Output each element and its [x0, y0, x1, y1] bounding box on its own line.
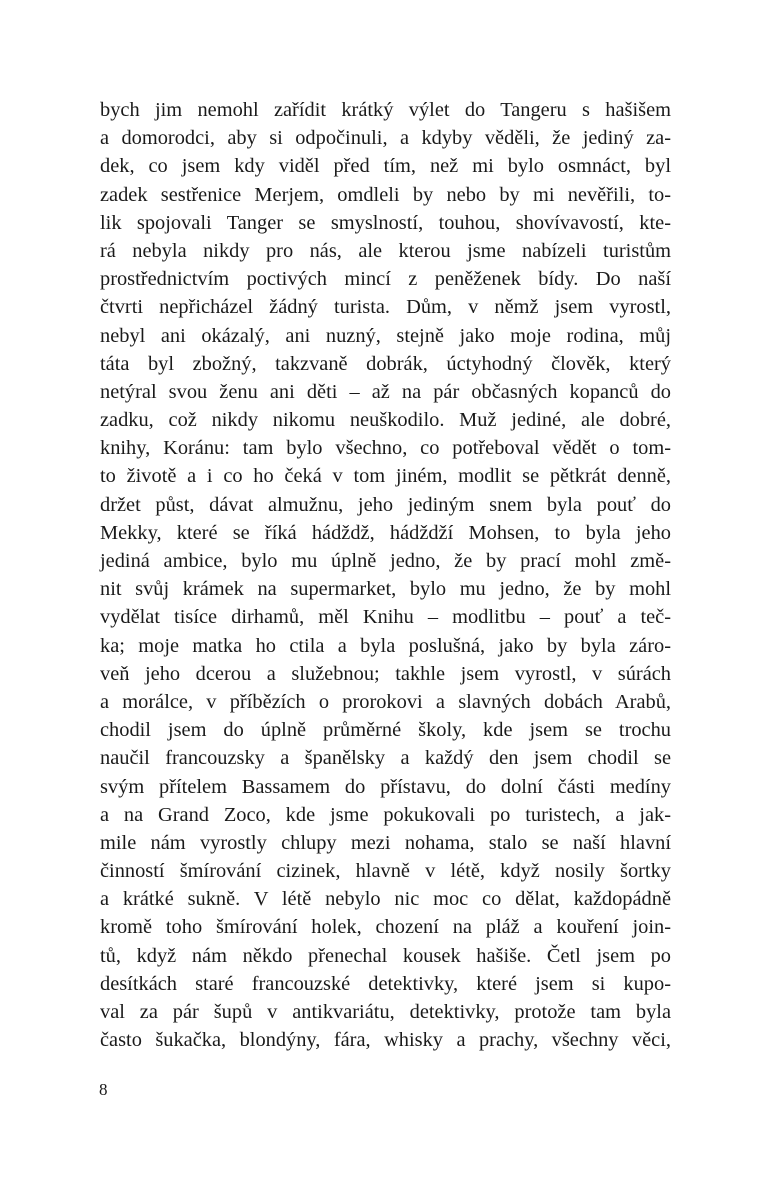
- text-line: bych jim nemohl zařídit krátký výlet do Tangeru s hašišem: [100, 99, 671, 121]
- text-line: naučil francouzsky a španělsky a každý den jsem chodil se: [100, 747, 671, 770]
- text-line: kromě toho šmírování holek, chození na pláž a kouření join-: [100, 916, 671, 939]
- text-line: to životě a i co ho čeká v tom jiném, modlit se pětkrát denně,: [100, 465, 671, 488]
- text-line: činností šmírování cizinek, hlavně v létě, když nosily šortky: [100, 860, 671, 883]
- text-line: val za pár šupů v antikvariátu, detektivky, protože tam byla: [100, 1001, 671, 1023]
- text-line: ka; moje matka ho ctila a byla poslušná, jako by byla záro-: [100, 634, 671, 657]
- text-line: a domorodci, aby si odpočinuli, a kdyby věděli, že jediný za-: [100, 127, 671, 150]
- page-number: 8: [99, 1080, 108, 1099]
- text-line: nit svůj krámek na supermarket, bylo mu jedno, že by mohl: [100, 578, 671, 601]
- text-line: a krátké sukně. V létě nebylo nic moc co dělat, každopádně: [100, 888, 671, 911]
- text-line: držet půst, dávat almužnu, jeho jediným snem byla pouť do: [100, 493, 671, 516]
- text-line: knihy, Koránu: tam bylo všechno, co potřeboval vědět o tom-: [100, 437, 671, 460]
- text-line: chodil jsem do úplně průměrné školy, kde jsem se trochu: [100, 719, 671, 742]
- text-line: svým přítelem Bassamem do přístavu, do dolní části medíny: [100, 775, 671, 798]
- text-line: veň jeho dcerou a služebnou; takhle jsem vyrostl, v súrách: [100, 662, 671, 685]
- text-line: dek, co jsem kdy viděl před tím, než mi bylo osmnáct, byl: [100, 155, 671, 178]
- text-line: Mekky, které se říká hádždž, hádždží Mohsen, to byla jeho: [100, 521, 671, 544]
- text-line: často šukačka, blondýny, fára, whisky a prachy, všechny věci,: [100, 1029, 671, 1052]
- text-line: lik spojovali Tanger se smyslností, touhou, shovívavostí, kte-: [100, 211, 671, 234]
- text-line: jediná ambice, bylo mu úplně jedno, že by prací mohl změ-: [100, 550, 671, 572]
- text-line: čtvrti nepřicházel žádný turista. Dům, v němž jsem vyrostl,: [100, 296, 671, 319]
- text-line: desítkách staré francouzské detektivky, které jsem si kupo-: [100, 972, 671, 995]
- text-line: prostřednictvím poctivých mincí z peněženek bídy. Do naší: [100, 268, 671, 291]
- text-line: nebyl ani okázalý, ani nuzný, stejně jako moje rodina, můj: [100, 324, 671, 347]
- text-line: zadku, což nikdy nikomu neuškodilo. Muž jediné, ale dobré,: [100, 409, 671, 432]
- body-text: [100, 96, 671, 1054]
- text-line: mile nám vyrostly chlupy mezi nohama, stalo se naší hlavní: [100, 831, 671, 854]
- text-line: netýral svou ženu ani děti – až na pár občasných kopanců do: [100, 380, 671, 403]
- text-line: a morálce, v příbězích o prorokovi a slavných dobách Arabů,: [100, 690, 671, 713]
- text-line: tů, když nám někdo přenechal kousek hašiše. Četl jsem po: [100, 944, 671, 967]
- text-line: táta byl zbožný, takzvaně dobrák, úctyhodný člověk, který: [100, 352, 671, 375]
- text-line: zadek sestřenice Merjem, omdleli by nebo by mi nevěřili, to-: [100, 183, 671, 206]
- text-line: a na Grand Zoco, kde jsme pokukovali po turistech, a jak-: [100, 803, 671, 826]
- text-line: rá nebyla nikdy pro nás, ale kterou jsme nabízeli turistům: [100, 239, 671, 262]
- text-line: vydělat tisíce dirhamů, měl Knihu – modlitbu – pouť a teč-: [100, 606, 671, 629]
